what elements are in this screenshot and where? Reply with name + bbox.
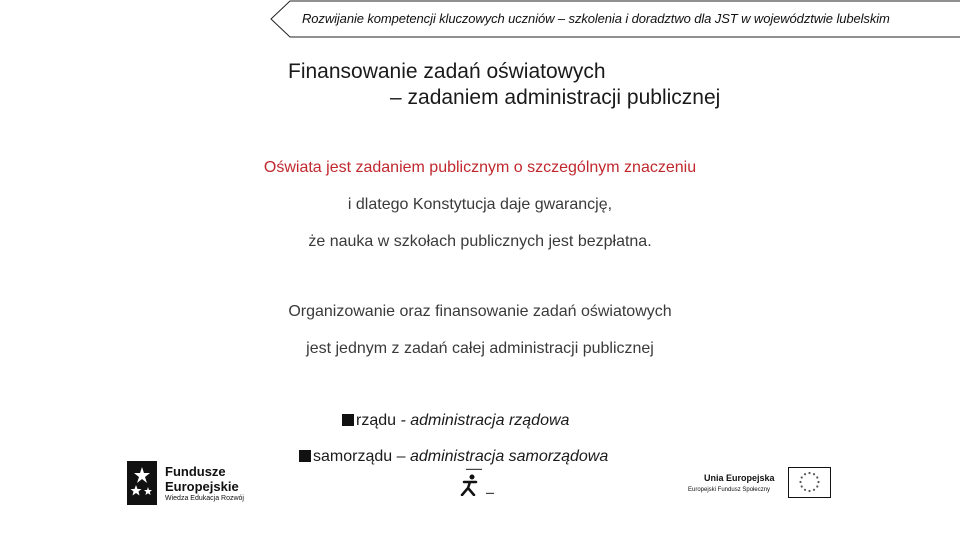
- bullet-description: administracja samorządowa: [409, 448, 609, 465]
- bullet-item-government: [342, 412, 569, 430]
- logo-center: [458, 466, 508, 498]
- bullet-separator: –: [392, 448, 410, 465]
- bullet-description: administracja rządowa: [410, 412, 570, 429]
- para2-line2: jest jednym z zadań całej administracji publicznej: [306, 340, 654, 357]
- bullet-square-icon: [299, 450, 311, 462]
- bullet-item-self-government: [299, 448, 608, 466]
- center-logo-small-text: ▬▬▬▬: [466, 466, 482, 471]
- eu-title: Unia Europejska: [704, 473, 775, 483]
- fe-title-line1: Fundusze: [165, 464, 226, 479]
- running-figure-icon: [458, 474, 482, 496]
- para1-line3: że nauka w szkołach publicznych jest bezpłatna.: [308, 233, 652, 250]
- bullet-term: samorządu: [313, 448, 393, 465]
- eu-flag-icon: [788, 467, 831, 498]
- para2-line1: Organizowanie oraz finansowanie zadań oświatowych: [288, 303, 672, 320]
- fe-stars-icon: [127, 461, 157, 505]
- fe-tagline: Wiedza Edukacja Rozwój: [165, 495, 244, 502]
- logo-unia-europejska: [688, 467, 838, 501]
- header-banner: [270, 0, 960, 38]
- bullet-term: rządu: [356, 412, 397, 429]
- bullet-square-icon: [342, 414, 354, 426]
- center-logo-small-text-2: ▬▬: [486, 490, 494, 495]
- logo-fundusze-europejskie: [127, 459, 267, 507]
- eu-subtitle: Europejski Fundusz Społeczny: [688, 487, 771, 493]
- para1-line1: Oświata jest zadaniem publicznym o szczególnym znaczeniu: [263, 159, 697, 176]
- slide-title-line2: – zadaniem administracji publicznej: [390, 86, 721, 109]
- fe-title-line2: Europejskie: [165, 479, 239, 494]
- banner-text: Rozwijanie kompetencji kluczowych uczniów – szkolenia i doradztwo dla JST w województwie lubelskim: [302, 11, 890, 26]
- bullet-separator: -: [396, 412, 411, 429]
- slide-title-line1: Finansowanie zadań oświatowych: [288, 60, 606, 83]
- para1-line2: i dlatego Konstytucja daje gwarancję,: [347, 196, 613, 213]
